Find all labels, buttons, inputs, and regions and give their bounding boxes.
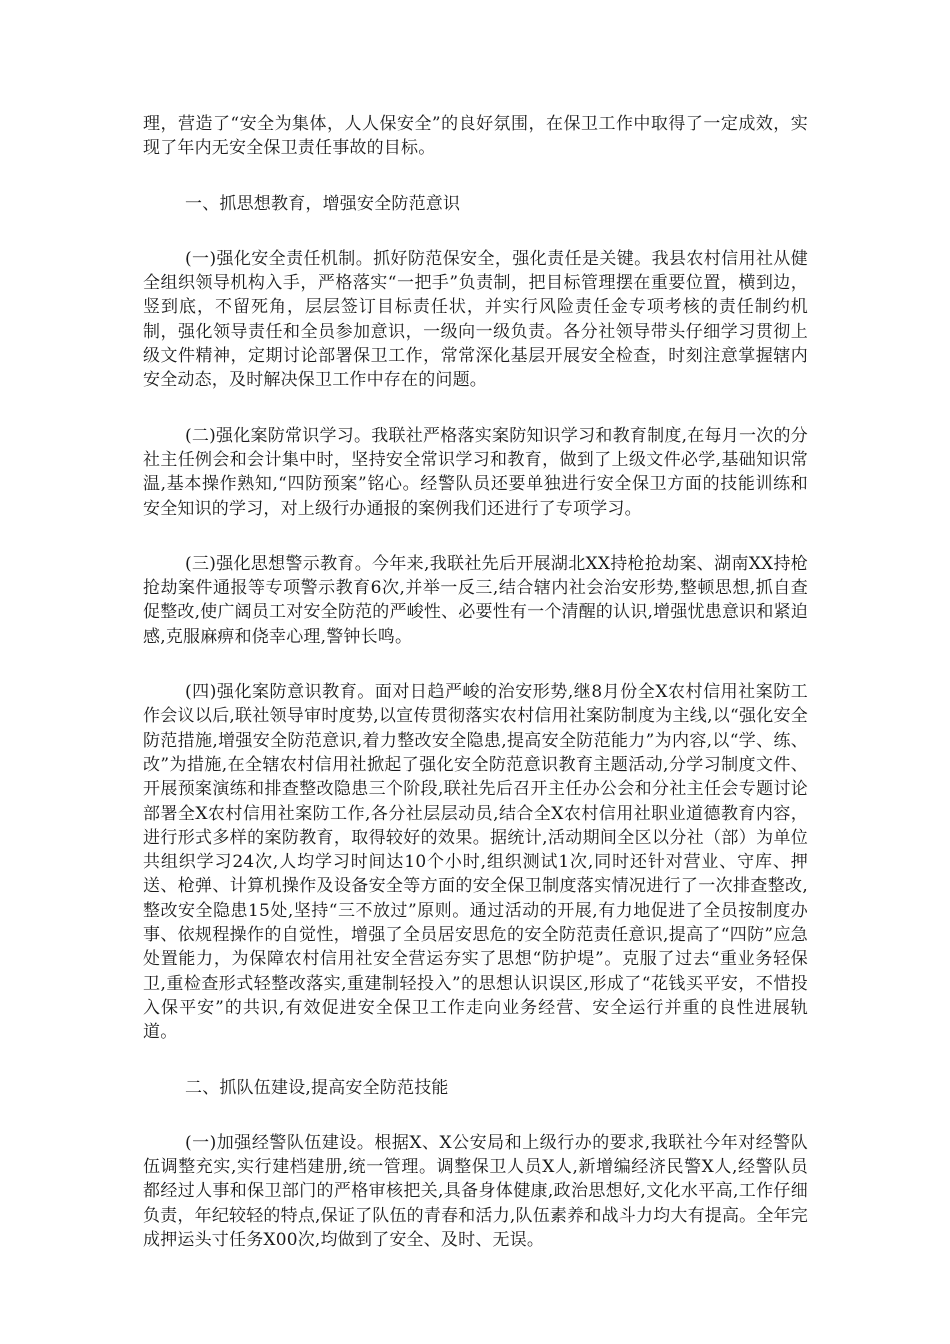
document-page (143, 112, 808, 1283)
paragraph-awareness-education: (四)强化案防意识教育。面对日趋严峻的治安形势,继8月份全X农村信用社案防工作会议以后,联社领导审时度势,以宣传贯彻落实农村信用社案防制度为主线,以“强化安全防范措施,增强安全防范意识,着力整改安全隐患,提高安全防范能力”为内容,以“学、练、改”为措施,在全辖农村信用社掀起了强化安全防范意识教育主题活动,分学习制度文件、开展预案演练和排查整改隐患三个阶段,联社先后召开主任办公会和分社主任会专题讨论部署全X农村信用社案防工作,各分社层层动员,结合全X农村信用社职业道德教育内容，进行形式多样的案防教育，取得较好的效果。据统计,活动期间全区以分社（部）为单位共组织学习24次,人均学习时间达10个小时,组织测试1次,同时还针对营业、守库、押送、枪弹、计算机操作及设备安全等方面的安全保卫制度落实情况进行了一次排查整改,整改安全隐患15处,坚持“三不放过”原则。通过活动的开展,有力地促进了全员按制度办事、依规程操作的自觉性，增强了全员居安思危的安全防范责任意识,提高了“四防”应急处置能力，为保障农村信用社安全营运夯实了思想“防护堤”。克服了过去“重业务轻保卫,重检查形式轻整改落实,重建制轻投入”的思想认识误区,形成了“花钱买平安，不惜投入保平安”的共识,有效促进安全保卫工作走向业务经营、安全运行并重的良性进展轨道。 (143, 682, 808, 1043)
paragraph-police-team-building: (一)加强经警队伍建设。根据X、X公安局和上级行办的要求,我联社今年对经警队伍调整充实,实行建档建册,统一管理。调整保卫人员X人,新增编经济民警X人,经警队员都经过人事和保卫部门的严格审核把关,具备身体健康,政治思想好,文化水平高,工作仔细负责，年纪较轻的特点,保证了队伍的青春和活力,队伍素养和战斗力均大有提高。全年完成押运头寸任务X00次,均做到了安全、及时、无误。 (143, 1132, 808, 1250)
section-heading-2: 二、抓队伍建设,提高安全防范技能 (185, 1077, 449, 1098)
paragraph-continuation: 理，营造了“安全为集体，人人保安全”的良好氛围，在保卫工作中取得了一定成效，实现了年内无安全保卫责任事故的目标。 (143, 114, 808, 159)
paragraph-warning-education: (三)强化思想警示教育。今年来,我联社先后开展湖北XX持枪抢劫案、湖南XX持枪抢劫案件通报等专项警示教育6次,并举一反三,结合辖内社会治安形势,整顿思想,抓自查促整改,使广阔员工对安全防范的严峻性、必要性有一个清醒的认识,增强忧患意识和紧迫感,克服麻痹和侥幸心理,警钟长鸣。 (143, 553, 808, 647)
paragraph-responsibility-mechanism: (一)强化安全责任机制。抓好防范保安全，强化责任是关键。我县农村信用社从健全组织领导机构入手，严格落实“一把手”负责制，把目标管理摆在重要位置，横到边，竖到底，不留死角，层层签订目标责任状，并实行风险责任金专项考核的责任制约机制，强化领导责任和全员参加意识，一级向一级负责。各分社领导带头仔细学习贯彻上级文件精神，定期讨论部署保卫工作，常常深化基层开展安全检查，时刻注意掌握辖内安全动态，及时解决保卫工作中存在的问题。 (143, 248, 808, 391)
section-heading-1: 一、抓思想教育，增强安全防范意识 (185, 193, 461, 214)
paragraph-case-prevention-study: (二)强化案防常识学习。我联社严格落实案防知识学习和教育制度,在每月一次的分社主任例会和会计集中时，坚持安全常识学习和教育，做到了上级文件必学,基础知识常温,基本操作熟知,“四防预案”铭心。经警队员还要单独进行安全保卫方面的技能训练和安全知识的学习，对上级行办通报的案例我们还进行了专项学习。 (143, 425, 808, 519)
